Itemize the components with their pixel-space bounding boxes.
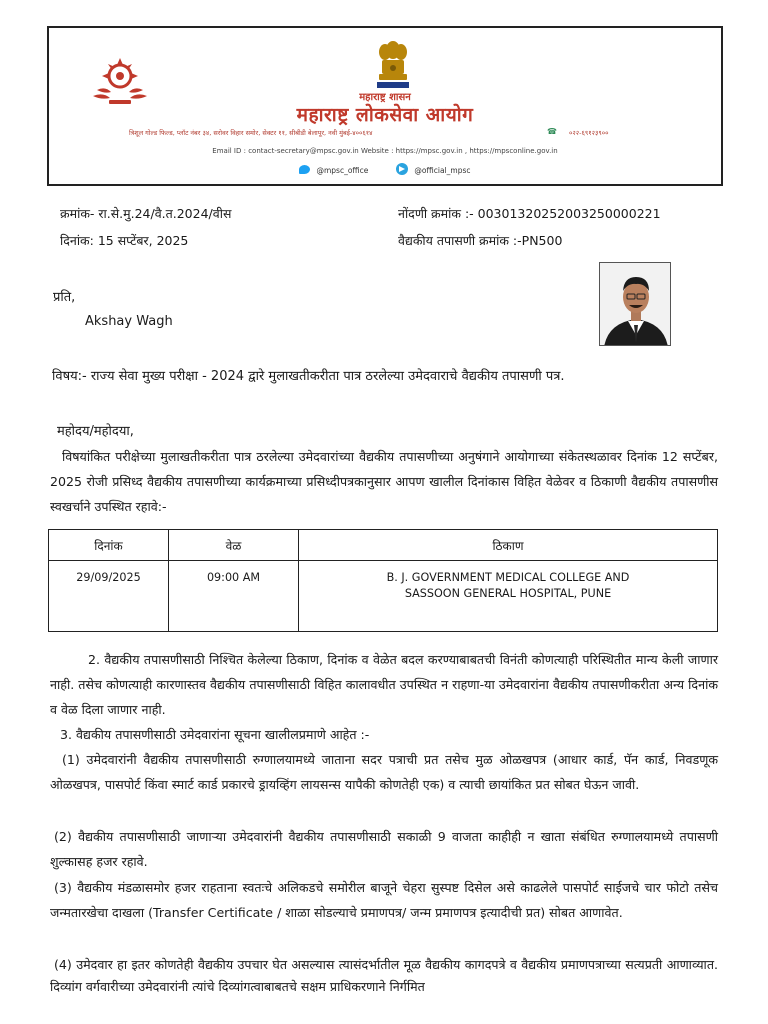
subject-line: विषय:- राज्य सेवा मुख्य परीक्षा - 2024 द्वारे मुलाखतीकरीता पात्र ठरलेल्या उमेदवाराचे वैद्यकीय तपासणी पत्र. (52, 369, 565, 384)
reference-number: क्रमांक- रा.से.मु.24/वै.त.2024/वीस (60, 206, 232, 221)
point-3-heading: 3. वैद्यकीय तपासणीसाठी उमेदवारांना सूचना खालीलप्रमाणे आहेत :- (60, 727, 370, 742)
social-links (49, 163, 721, 175)
commission-name: महाराष्ट्र लोकसेवा आयोग (296, 104, 474, 126)
twitter-handle[interactable]: @mpsc_office (316, 166, 369, 175)
column-header-date: दिनांक (49, 530, 169, 561)
column-header-time: वेळ (169, 530, 299, 561)
schedule-table (48, 529, 718, 632)
phone-icon: ☎ (547, 127, 557, 136)
table-row (49, 561, 718, 632)
instruction-1: (1) उमेदवारांनी वैद्यकीय तपासणीसाठी रुग्णालयामध्ये जाताना सदर पत्राची प्रत तसेच मुळ ओळखपत्र (आधार कार्ड, पॅन कार्ड, निवडणूक ओळखपत्र, पासपोर्ट किंवा स्मार्ट कार्ड प्रकारचे ड्रायव्हिंग लायसन्स यापैकी कोणतेही एक) व त्याची छायांकित प्रत सोबत घेऊन जावी. (50, 752, 718, 792)
instruction-2: (2) वैद्यकीय तपासणीसाठी जाणाऱ्या उमेदवारांनी वैद्यकीय तपासणीसाठी सकाळी 9 वाजता काहीही न खाता संबंधित रुग्णालयामध्ये तपासणी शुल्कासह हजर रहावे. (50, 829, 718, 869)
telegram-icon (396, 163, 408, 175)
office-phone: ०२२-६९१२३९०० (569, 129, 609, 137)
office-address: त्रिशूल गोल्ड फिल्ड, प्लॉट नंबर ३४, सरोवर विहार समोर, सेक्टर ११, सीबीडी बेलापूर, नवी मुंबई-४००६१४ (129, 129, 373, 137)
recipient-name: Akshay Wagh (85, 314, 173, 329)
letterhead (47, 26, 723, 186)
medical-exam-number: वैद्यकीय तपासणी क्रमांक :-PN500 (398, 233, 563, 248)
government-line: महाराष्ट्र शासन (359, 92, 411, 103)
column-header-place: ठिकाण (299, 530, 718, 561)
intro-paragraph: विषयांकित परीक्षेच्या मुलाखतीकरीता पात्र ठरलेल्या उमेदवारांच्या वैद्यकीय तपासणीच्या अनुषंगाने आयोगाच्या संकेतस्थळावर दिनांक 12 सप्टेंबर, 2025 रोजी प्रसिध्द वैद्यकीय तपासणीच्या कार्यक्रमाच्या प्रसिध्दीपत्रकानुसार आपण खालील दिनांकास विहित वेळेवर व ठिकाणी वैद्यकीय तपासणीस स्वखर्चाने उपस्थित रहावे:- (50, 449, 718, 514)
letter-date: दिनांक: 15 सप्टेंबर, 2025 (60, 233, 189, 248)
table-header-row (49, 530, 718, 561)
salutation: महोदय/महोदया, (57, 424, 134, 439)
candidate-photo (599, 262, 671, 346)
instruction-4: (4) उमेदवार हा इतर कोणतेही वैद्यकीय उपचार घेत असल्यास त्यासंदर्भातील मूळ वैद्यकीय कागदपत्रे व वैद्यकीय प्रमाणपत्राच्या सत्यप्रती आणाव्यात. दिव्यांग वर्गवारीच्या उमेदवारांनी त्यांचे दिव्यांगत्वाबाबतचे सक्षम प्राधिकरणाने निर्गमित (50, 957, 718, 994)
twitter-icon (299, 165, 310, 174)
exam-place-cell: B. J. GOVERNMENT MEDICAL COLLEGE AND SASSOON GENERAL HOSPITAL, PUNE (299, 561, 718, 632)
national-emblem-icon (373, 38, 413, 90)
recipient-prefix: प्रति, (53, 290, 76, 305)
instruction-3: (3) वैद्यकीय मंडळासमोर हजर राहताना स्वतःचे अलिकडचे समोरील बाजूने चेहरा सुस्पष्ट दिसेल असे काढलेले पासपोर्ट साईजचे चार फोटो तसेच जन्मतारखेचा दाखला (Transfer Certificate / शाळा सोडल्याचे प्रमाणपत्र/ जन्म प्रमाणपत्र इत्यादीची प्रत) सोबत आणावेत. (50, 880, 718, 920)
point-2-paragraph: 2. वैद्यकीय तपासणीसाठी निश्चित केलेल्या ठिकाण, दिनांक व वेळेत बदल करण्याबाबतची विनंती कोणत्याही परिस्थितीत मान्य केली जाणार नाही. तसेच कोणत्याही कारणास्तव वैद्यकीय तपासणीसाठी विहित कालावधीत उपस्थित न राहणा-या उमेदवारांना वैद्यकीय तपासणीकरीता अन्य दिनांक व वेळ दिला जाणार नाही. (50, 652, 718, 717)
registration-number: नोंदणी क्रमांक :- 003013202520032500002​21 (398, 206, 661, 221)
exam-time-cell: 09:00 AM (169, 561, 299, 632)
contact-line[interactable]: Email ID : contact-secretary@mpsc.gov.in Website : https://mpsc.gov.in , https://mpsconline.gov.in (212, 147, 558, 155)
telegram-handle[interactable]: @official_mpsc (414, 166, 471, 175)
exam-date-cell: 29/09/2025 (49, 561, 169, 632)
